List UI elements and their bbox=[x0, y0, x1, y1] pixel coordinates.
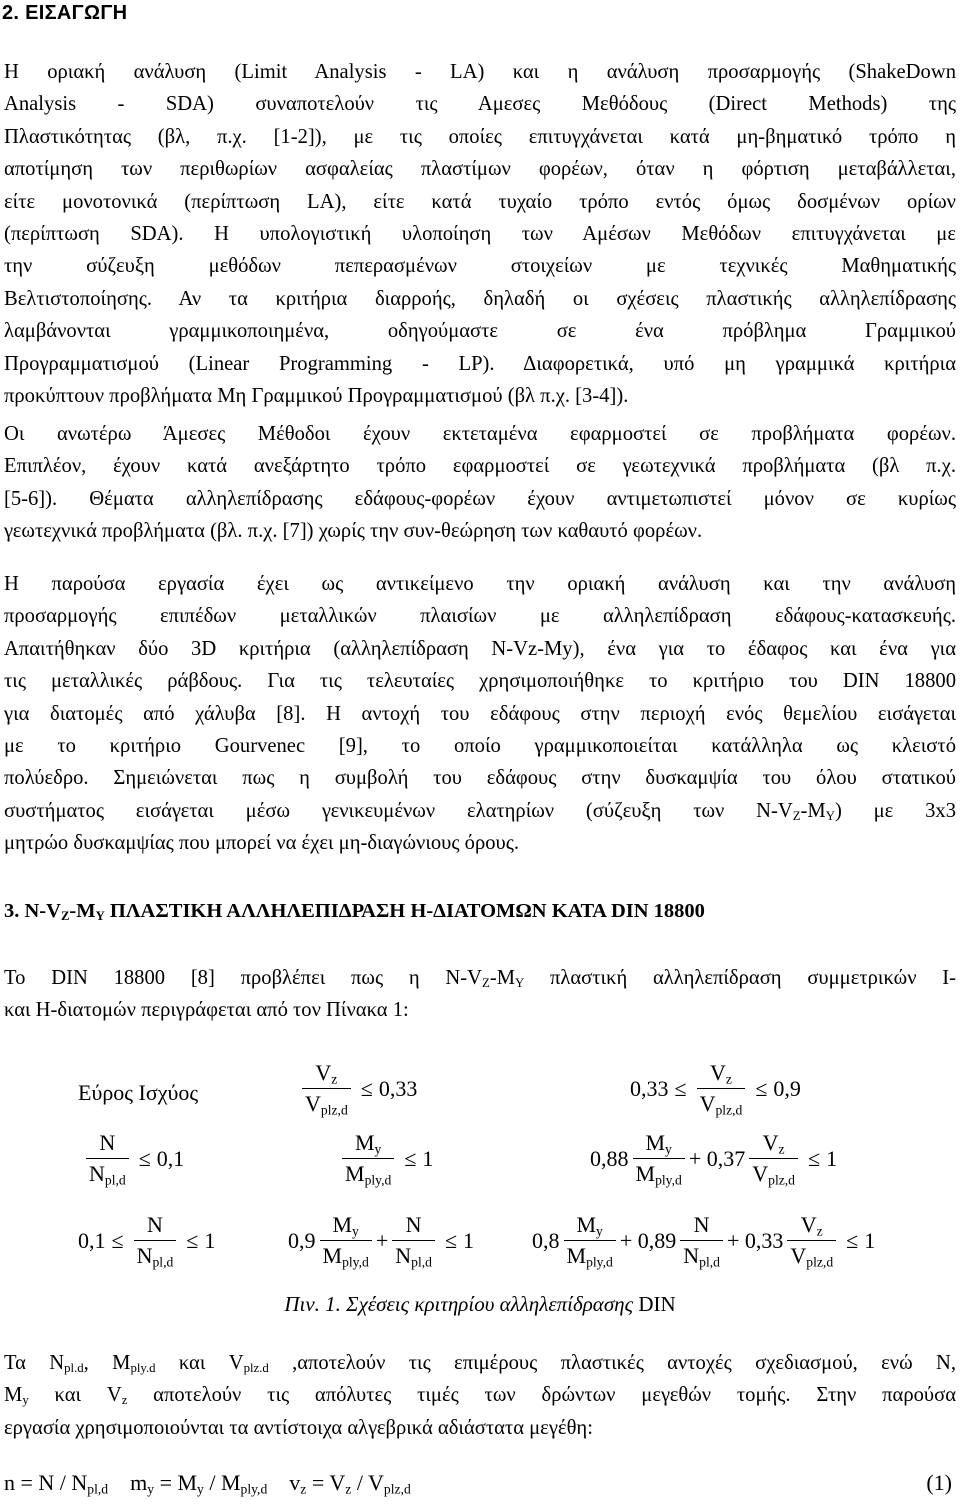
intro-line: αποτίμηση των περιθωρίων ασφαλείας πλαστίμων φορέων, όταν η φόρτιση μεταβάλλεται, bbox=[4, 158, 956, 181]
scope-line: με το κριτήριο Gourvenec [9], το οποίο γραμμικοποιείται κατάλληλα ως κλειστό bbox=[4, 735, 956, 758]
intro-line: (περίπτωση SDA). Η υπολογιστική υλοποίηση των Αμέσων Μεθόδων επιτυγχάνεται με bbox=[4, 223, 956, 246]
section-3-title: 3. $N-V_Z-M_Y$ ΠΛΑΣΤΙΚΗ ΑΛΛΗΛΕΠΙΔΡΑΣΗ Η-ΔΙΑΤΟΜΩΝ ΚΑΤΑ DIN 18800 bbox=[4, 900, 705, 924]
intro-line: Βελτιστοποίησης. Αν τα κριτήρια διαρροής, δηλαδή οι σχέσεις πλαστικής αλληλεπίδρασης bbox=[4, 287, 956, 310]
range-row-a: $\frac{N}{N_{pl,d}}$ ≤ 0,1 bbox=[82, 1130, 184, 1187]
plastic-resistances-paragraph: Τα $N_{pl.d}$, $M_{ply.d}$ και $V_{plz.d}$ ,αποτελούν τις επιμέρους πλαστικές αντοχές σχεδιασμού, ενώ N, $M_y$ και $V_z$ αποτελούν τις απόλυτες τιμές των δρώντων μεγεθών τομής. Στην παρούσα εργασία χρησιμοποιούνται τα αντίστοιχα αλγεβρικά αδιάστατα μεγέθη: bbox=[4, 1352, 957, 1439]
scope-paragraph bbox=[4, 568, 956, 860]
range-2-condition: 0,33 ≤ $\frac{V_z}{V_{plz,d}}$ ≤ 0,9 bbox=[630, 1060, 801, 1118]
direct-methods-line: Επιπλέον, έχουν κατά ανεξάρτητο τρόπο εφαρμοστεί σε γεωτεχνικά προβλήματα (βλ π.χ. bbox=[4, 455, 956, 478]
range-1-condition: $\frac{V_z}{V_{plz,d}}$ ≤ 0,33 bbox=[298, 1060, 417, 1117]
criterion-a2: 0,88 $\frac{M_y}{M_{ply,d}}$ + 0,37 $\frac{V_z}{V_{plz,d}}$ ≤ 1 bbox=[590, 1130, 838, 1188]
intro-line: είτε μονοτονικά (περίπτωση LA), είτε κατά τυχαίο τρόπο εντός όμως δοσμένων ορίων bbox=[4, 190, 956, 213]
equation-1: $n = N / N_{pl,d}$ $m_y = M_y / M_{ply,d}$ $v_z = V_z / V_{plz,d}$ bbox=[4, 1470, 411, 1497]
criterion-a1: $\frac{M_y}{M_{ply,d}}$ ≤ 1 bbox=[338, 1130, 433, 1187]
intro-line: Analysis - SDA) συναποτελούν τις Αμεσες Μεθόδους (Direct Methods) της bbox=[4, 93, 956, 116]
criterion-b1: 0,9 $\frac{M_y}{M_{ply,d}}$ + $\frac{N}{N_{pl,d}}$ ≤ 1 bbox=[288, 1212, 475, 1270]
scope-line: προσαρμογής επιπέδων μεταλλικών πλαισίων με αλληλεπίδραση εδάφους-κατασκευής. bbox=[4, 605, 956, 628]
intro-paragraph bbox=[4, 56, 956, 412]
table-caption: Πιν. 1. Σχέσεις κριτηρίου αλληλεπίδρασης DIN bbox=[284, 1292, 676, 1316]
scope-line: συστήματος εισάγεται μέσω γενικευμένων ελατηρίων (σύζευξη των $N-V_Z-M_Y$) με 3x3 bbox=[4, 799, 956, 824]
direct-methods-line: γεωτεχνικά προβλήματα (βλ. π.χ. [7]) χωρίς την συν-θεώρηση των καθαυτό φορέων. bbox=[4, 520, 703, 543]
intro-line: Πλαστικότητας (βλ, π.χ. [1-2]), με τις οποίες επιτυγχάνεται κατά μη-βηματικό τρόπο η bbox=[4, 125, 956, 148]
direct-methods-line: [5-6]). Θέματα αλληλεπίδρασης εδάφους-φορέων έχουν αντιμετωπιστεί μόνον σε κυρίως bbox=[4, 487, 956, 510]
equation-number: (1) bbox=[926, 1470, 952, 1495]
range-header: Εύρος Ισχύος bbox=[78, 1080, 199, 1105]
scope-line: μητρώο δυσκαμψίας που μπορεί να έχει μη-διαγώνιους όρους. bbox=[4, 832, 520, 855]
scope-line: πολύεδρο. Σημειώνεται πως η συμβολή του εδάφους στην δυσκαμψία του όλου στατικού bbox=[4, 767, 956, 790]
direct-methods-paragraph bbox=[4, 418, 956, 548]
criterion-b2: 0,8 $\frac{M_y}{M_{ply,d}}$ + 0,89 $\frac{N}{N_{pl,d}}$ + 0,33 $\frac{V_z}{V_{plz,d}}$ ≤ 1 bbox=[532, 1212, 876, 1270]
din-intro-paragraph: Το DIN 18800 [8] προβλέπει πως η $N-V_Z-M_Y$ πλαστική αλληλεπίδραση συμμετρικών I- και H-διατομών περιγράφεται από τον Πίνακα 1: bbox=[4, 967, 956, 1022]
scope-line: Απαιτήθηκαν δύο 3D κριτήρια (αλληλεπίδραση N-Vz-My), ένα για το έδαφος και ένα για bbox=[4, 637, 956, 660]
intro-line: προκύπτουν προβλήματα Μη Γραμμικού Προγραμματισμού (βλ π.χ. [3-4]). bbox=[4, 385, 629, 408]
intro-line: την σύζευξη μεθόδων πεπερασμένων στοιχείων με τεχνικές Μαθηματικής bbox=[4, 255, 956, 278]
intro-line: λαμβάνονται γραμμικοποιημένα, οδηγούμαστε σε ένα πρόβλημα Γραμμικού bbox=[4, 320, 956, 343]
scope-line: Η παρούσα εργασία έχει ως αντικείμενο την οριακή ανάλυση και την ανάλυση bbox=[4, 573, 956, 595]
section-2-title: 2. ΕΙΣΑΓΩΓΗ bbox=[2, 2, 128, 24]
scope-line: για διατομές από χάλυβα [8]. Η αντοχή του εδάφους στην περιοχή ενός θεμελίου εισάγεται bbox=[4, 702, 956, 725]
range-row-b: 0,1 ≤ $\frac{N}{N_{pl,d}}$ ≤ 1 bbox=[78, 1212, 216, 1270]
scope-line: τις μεταλλικές ράβδους. Για τις τελευταίες χρησιμοποιήθηκε το κριτήριο του DIN 18800 bbox=[4, 670, 956, 693]
intro-line: Προγραμματισμού (Linear Programming - LP). Διαφορετικά, υπό μη γραμμικά κριτήρια bbox=[4, 352, 956, 375]
intro-line: Η οριακή ανάλυση (Limit Analysis - LA) και η ανάλυση προσαρμογής (ShakeDown bbox=[4, 61, 956, 83]
direct-methods-line: Οι ανωτέρω Άμεσες Μέθοδοι έχουν εκτεταμένα εφαρμοστεί σε προβλήματα φορέων. bbox=[4, 423, 956, 445]
